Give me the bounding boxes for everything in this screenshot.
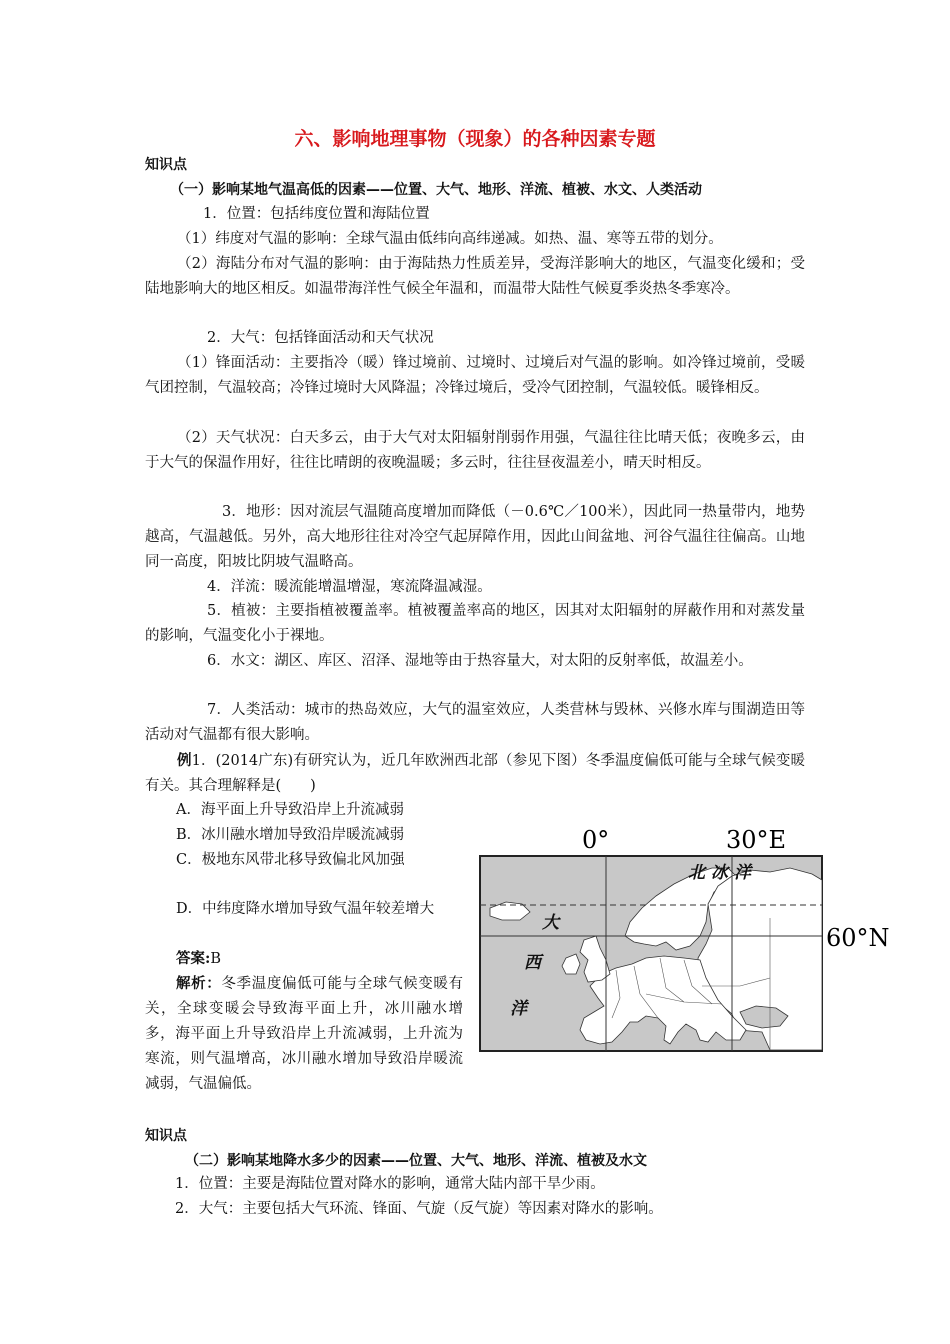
knowledge-label-2: 知识点 <box>145 1128 187 1144</box>
option-c: C．极地东风带北移导致偏北风加强 <box>176 852 405 868</box>
section-heading-precipitation: （二）影响某地降水多少的因素——位置、大气、地形、洋流、植被及水文 <box>185 1153 647 1169</box>
paragraph-ocean-currents: 4．洋流：暖流能增温增湿，寒流降温减湿。 <box>207 579 492 595</box>
option-d: D．中纬度降水增加导致气温年较差增大 <box>176 901 435 917</box>
paragraph-fronts: （1）锋面活动：主要指冷（暖）锋过境前、过境时、过境后对气温的影响。如冷锋过境前，受暖气团控制，气温较高；冷锋过境时大风降温；冷锋过境后，受冷气团控制，气温较低。暖锋相反。 <box>145 355 805 396</box>
paragraph-land-sea: （2）海陆分布对气温的影响：由于海陆热力性质差异，受海洋影响大的地区，气温变化缓和；受陆地影响大的地区相反。如温带海洋性气候全年温和，而温带大陆性气候夏季炎热冬季寒冷。 <box>145 256 805 297</box>
map-frame <box>480 856 822 1051</box>
option-b: B．冰川融水增加导致沿岸暖流减弱 <box>176 827 405 843</box>
option-a: A．海平面上升导致沿岸上升流减弱 <box>176 802 404 818</box>
example-prefix: 例 <box>177 752 192 769</box>
section-heading-temperature: （一）影响某地气温高低的因素——位置、大气、地形、洋流、植被、水文、人类活动 <box>170 182 702 198</box>
map-label-atlantic-3: 洋 <box>510 999 527 1019</box>
paragraph-precip-atmosphere: 2．大气：主要包括大气环流、锋面、气旋（反气旋）等因素对降水的影响。 <box>175 1201 663 1217</box>
paragraph-human-activity: 7．人类活动：城市的热岛效应，大气的温室效应，人类营林与毁林、兴修水库与围湖造田等活动对气温都有很大影响。 <box>145 702 805 743</box>
answer-value: B <box>210 951 222 967</box>
map-label-lon-0: 0° <box>582 826 610 854</box>
example-text: 1．(2014广东)有研究认为，近几年欧洲西北部（参见下图）冬季温度偏低可能与全球气候变暖有关。其合理解释是( ) <box>145 753 806 794</box>
paragraph-hydrology: 6．水文：湖区、库区、沼泽、湿地等由于热容量大，对太阳的反射率低，故温差小。 <box>207 653 753 669</box>
map-label-lon-30e: 30°E <box>726 826 787 854</box>
paragraph-atmosphere: 2．大气：包括锋面活动和天气状况 <box>207 330 434 346</box>
knowledge-label: 知识点 <box>145 157 187 173</box>
paragraph-position: 1．位置：包括纬度位置和海陆位置 <box>203 206 430 222</box>
map-label-atlantic-1: 大 <box>542 913 559 933</box>
analysis-text: 冬季温度偏低可能与全球气候变暖有关，全球变暖会导致海平面上升，冰川融水增多，海平面上升导致沿岸上升流减弱，上升流为寒流，则气温增高，冰川融水增加导致沿岸暖流减弱，气温偏低。 <box>145 976 464 1092</box>
analysis-label: 解析： <box>176 975 222 992</box>
analysis-paragraph <box>145 971 463 1097</box>
document-title: 六、影响地理事物（现象）的各种因素专题 <box>294 128 656 150</box>
answer-label: 答案: <box>176 950 211 967</box>
answer-line <box>145 946 463 972</box>
example-question <box>145 748 805 799</box>
map-label-lat-60n: 60°N <box>826 924 890 952</box>
paragraph-weather: （2）天气状况：白天多云，由于大气对太阳辐射削弱作用强，气温往往比晴天低；夜晚多云，由于大气的保温作用好，往往比晴朗的夜晚温暖；多云时，往往昼夜温差小，晴天时相反。 <box>145 430 805 471</box>
paragraph-latitude: （1）纬度对气温的影响：全球气温由低纬向高纬递减。如热、温、寒等五带的划分。 <box>177 231 723 247</box>
paragraph-terrain: 3．地形：因对流层气温随高度增加而降低（－0.6℃／100米），因此同一热量带内，地势越高，气温越低。另外，高大地形往往对冷空气起屏障作用，因此山间盆地、河谷气温往往偏高。山地同一高度，阳坡比阴坡气温略高。 <box>145 504 805 570</box>
map-label-atlantic-2: 西 <box>524 953 541 973</box>
paragraph-precip-position: 1．位置：主要是海陆位置对降水的影响，通常大陆内部干旱少雨。 <box>175 1176 605 1192</box>
paragraph-vegetation: 5．植被：主要指植被覆盖率。植被覆盖率高的地区，因其对太阳辐射的屏蔽作用和对蒸发量的影响，气温变化小于裸地。 <box>145 603 805 644</box>
map-label-arctic-ocean: 北 冰 洋 <box>688 863 751 883</box>
europe-map <box>470 818 910 1058</box>
